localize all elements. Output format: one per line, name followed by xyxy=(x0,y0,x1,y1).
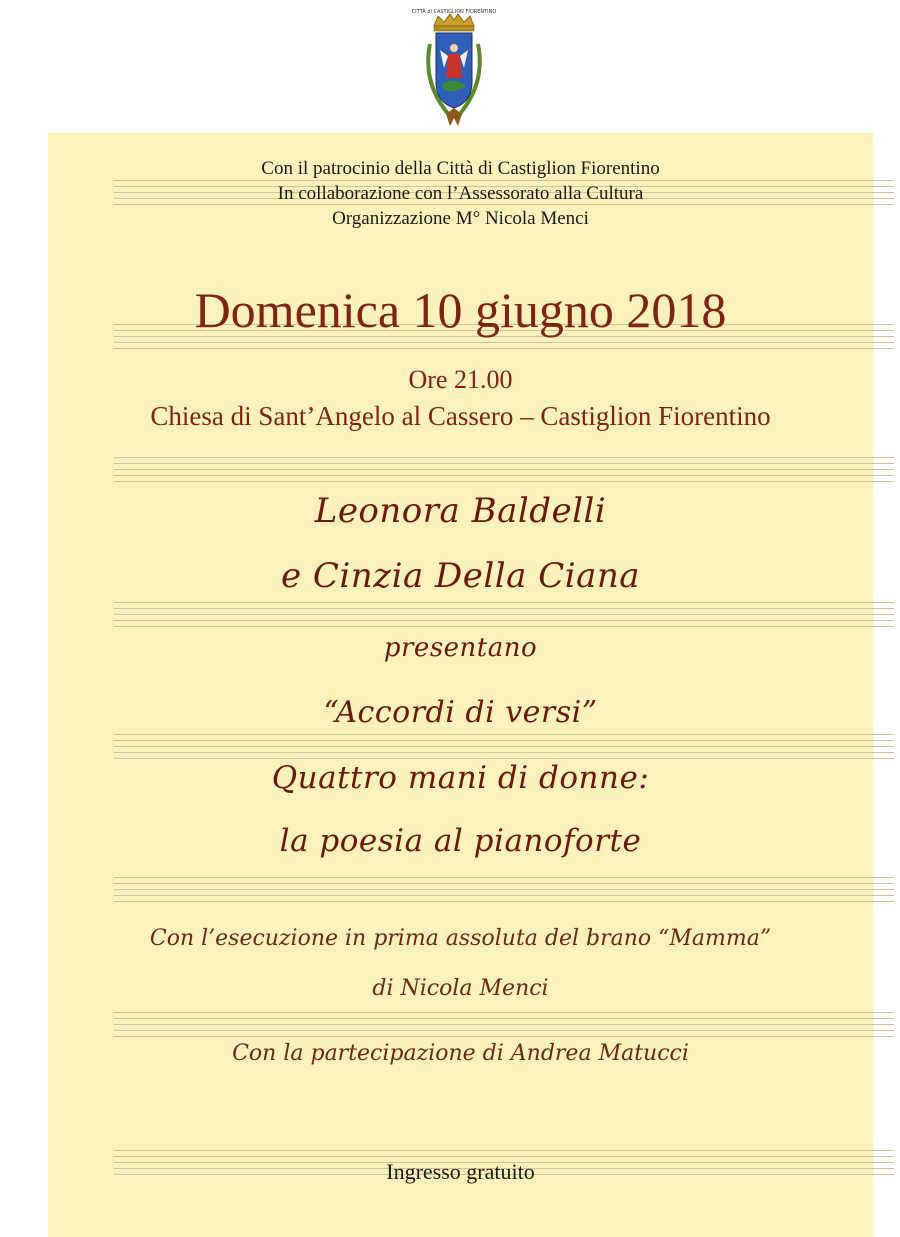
crest-figure-head xyxy=(450,44,458,52)
presenting-label: presentano xyxy=(383,633,538,663)
participation-line: Con la partecipazione di Andrea Matucci xyxy=(232,1041,689,1066)
premiere-line-1: Con l’esecuzione in prima assoluta del brano “Mamma” xyxy=(149,926,772,951)
premiere-line-2: di Nicola Menci xyxy=(372,976,549,1001)
organization-line: Organizzazione M° Nicola Menci xyxy=(332,208,589,229)
crest-ribbon xyxy=(446,108,462,126)
collaboration-line: In collaborazione con l’Assessorato alla Cultura xyxy=(277,183,644,204)
crest-crown-band xyxy=(434,26,474,31)
staff-lines xyxy=(114,457,894,487)
show-subtitle-1: Quattro mani di donne: xyxy=(271,760,650,796)
city-crest-logo xyxy=(411,4,497,130)
invitation-card xyxy=(48,133,873,1237)
admission-info: Ingresso gratuito xyxy=(386,1159,535,1184)
event-venue: Chiesa di Sant’Angelo al Cassero – Castiglion Fiorentino xyxy=(150,401,771,431)
patronage-line: Con il patrocinio della Città di Castiglion Fiorentino xyxy=(261,158,660,179)
show-subtitle-2: la poesia al pianoforte xyxy=(279,823,642,859)
staff-lines xyxy=(114,602,894,632)
staff-lines xyxy=(114,1012,894,1042)
crest-label: CITTÀ di CASTIGLION FIORENTINO xyxy=(411,9,497,15)
crest-crown xyxy=(434,14,474,26)
crest-figure-body xyxy=(446,54,462,78)
event-date: Domenica 10 giugno 2018 xyxy=(194,282,727,338)
event-time: Ore 21.00 xyxy=(408,365,513,394)
performer-1: Leonora Baldelli xyxy=(314,491,607,531)
staff-lines xyxy=(114,877,894,907)
show-title: “Accordi di versi” xyxy=(323,695,598,730)
performer-2: e Cinzia Della Ciana xyxy=(280,556,641,596)
